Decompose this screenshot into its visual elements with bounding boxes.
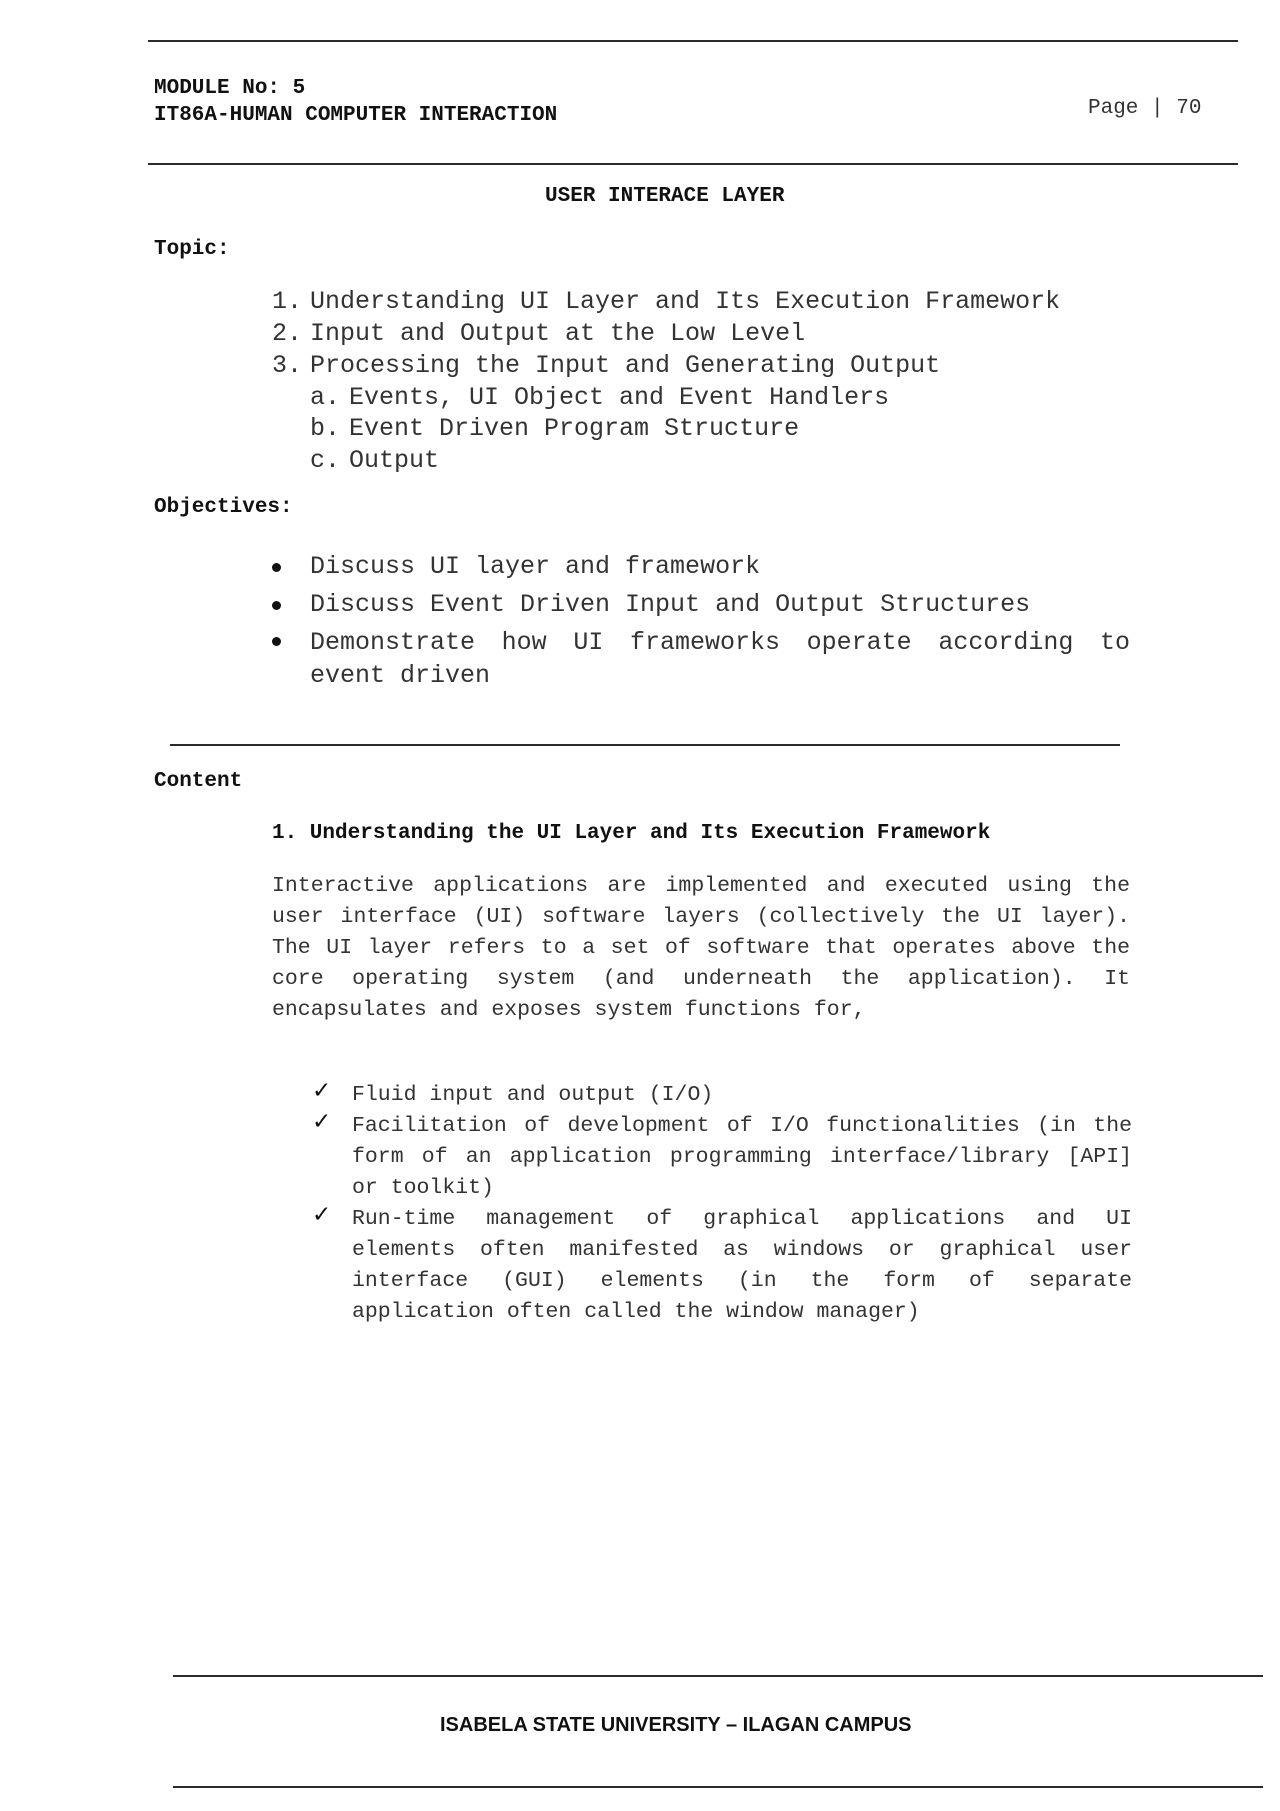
checklist-item: Run-time management of graphical applications and UI elements often manifested as windows or graphical user interface (GUI) elements (in the form of separate application often called the window manager) [352, 1207, 1132, 1324]
objective-item: Demonstrate how UI frameworks operate according to event driven [310, 628, 1130, 690]
topic-item [272, 318, 302, 350]
topic-marker: 3. [272, 351, 303, 380]
header-top-rule [148, 40, 1238, 42]
subtopic-text: Event Driven Program Structure [349, 414, 800, 443]
objectives-label: Objectives: [154, 496, 293, 519]
subtopic-text: Events, UI Object and Event Handlers [349, 383, 890, 412]
subtopic-marker: a. [310, 383, 341, 412]
checkmark-icon: ✓ [312, 1202, 332, 1228]
topic-item-text: Input and Output at the Low Level [310, 319, 806, 348]
checklist-item: Fluid input and output (I/O) [352, 1083, 714, 1107]
checkmark-icon: ✓ [312, 1109, 332, 1135]
page-number: Page | 70 [1088, 97, 1202, 120]
course-title: IT86A-HUMAN COMPUTER INTERACTION [154, 104, 558, 127]
section-heading: 1. Understanding the UI Layer and Its Execution Framework [272, 822, 991, 845]
footer-text: ISABELA STATE UNIVERSITY – ILAGAN CAMPUS [440, 1714, 912, 1736]
checklist-item: Facilitation of development of I/O functionalities (in the form of an application programming interface/library [API] or toolkit) [352, 1114, 1132, 1200]
topic-label: Topic: [154, 238, 230, 261]
subtopic-text: Output [349, 446, 440, 475]
objective-item: Discuss UI layer and framework [310, 552, 761, 581]
objective-item: Discuss Event Driven Input and Output Structures [310, 590, 1031, 619]
module-number: MODULE No: 5 [154, 77, 306, 100]
bullet-icon [272, 601, 281, 610]
topic-item [272, 350, 302, 382]
header-bottom-rule [148, 163, 1238, 165]
topic-marker: 1. [272, 287, 303, 316]
subtopic-marker: b. [310, 414, 341, 443]
body-paragraph: Interactive applications are implemented and executed using the user interface (UI) software layers (collectively the UI layer). The UI layer refers to a set of software that operates above the core operating system (and underneath the application). It encapsulates and exposes system functions for, [272, 874, 1130, 1022]
topic-item-text: Processing the Input and Generating Output [310, 351, 941, 380]
footer-top-rule [173, 1675, 1263, 1677]
footer-bottom-rule [173, 1786, 1263, 1788]
checkmark-icon: ✓ [312, 1078, 332, 1104]
section-divider [170, 744, 1120, 746]
bullet-icon [272, 563, 281, 572]
bullet-icon [272, 637, 281, 646]
topic-item-text: Understanding UI Layer and Its Execution Framework [310, 287, 1061, 316]
topic-marker: 2. [272, 319, 303, 348]
content-label: Content [154, 770, 243, 793]
topic-item [272, 286, 302, 318]
subtopic-marker: c. [310, 446, 341, 475]
page-title: USER INTERACE LAYER [545, 185, 785, 208]
